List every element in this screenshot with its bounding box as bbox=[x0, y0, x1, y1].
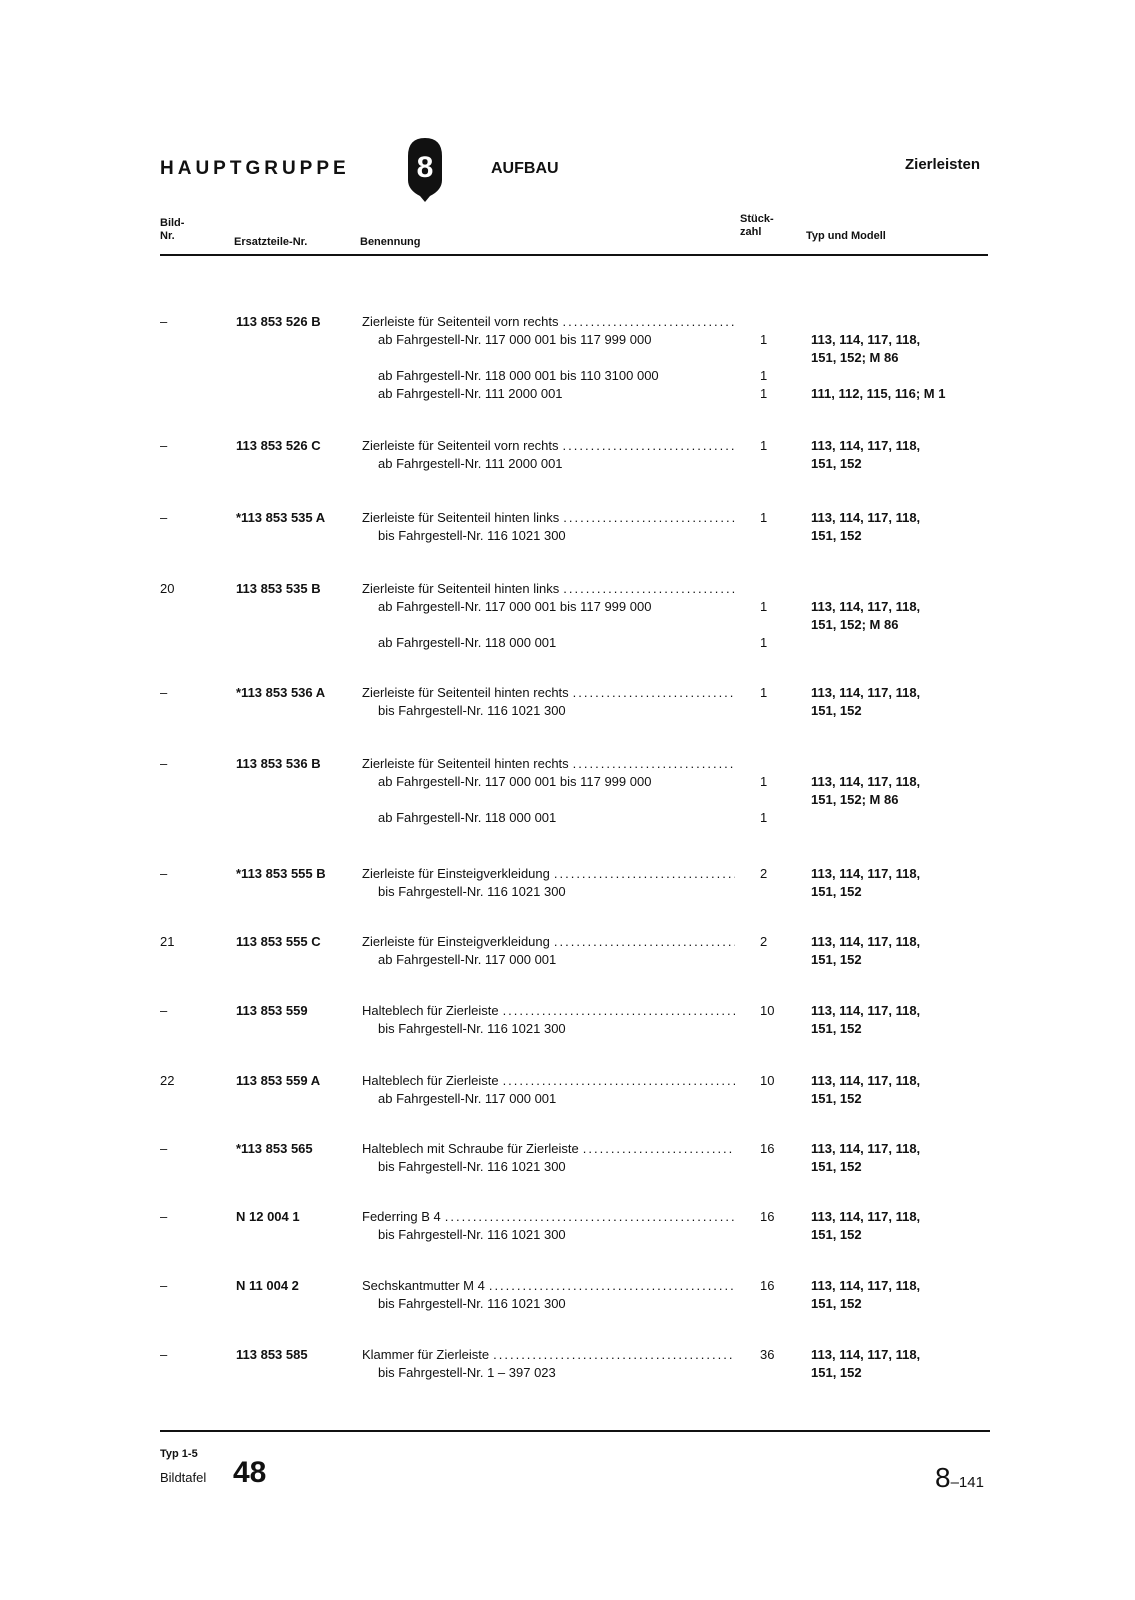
part-name: Klammer für Zierleiste bbox=[362, 1347, 490, 1362]
part-number: 113 853 526 C bbox=[236, 438, 321, 453]
leader-dots bbox=[499, 1072, 735, 1090]
part-name: Zierleiste für Seitenteil hinten rechts bbox=[362, 685, 569, 700]
chassis-range: bis Fahrgestell-Nr. 116 1021 300 bbox=[378, 884, 566, 899]
chassis-range: ab Fahrgestell-Nr. 111 2000 001 bbox=[378, 386, 563, 401]
part-name: Zierleiste für Seitenteil vorn rechts bbox=[362, 314, 559, 329]
type-model: 113, 114, 117, 118, bbox=[811, 934, 921, 949]
col-stueckzahl: Stück- zahl bbox=[740, 213, 774, 238]
quantity: 1 bbox=[760, 635, 768, 650]
page-number-major: 8 bbox=[935, 1462, 951, 1493]
col-benennung: Benennung bbox=[360, 236, 421, 248]
type-model: 113, 114, 117, 118, bbox=[811, 685, 921, 700]
bild-nr: – bbox=[160, 1347, 168, 1362]
part-description bbox=[362, 580, 735, 598]
type-model: 113, 114, 117, 118, bbox=[811, 332, 921, 347]
bild-nr: – bbox=[160, 866, 168, 881]
part-number: *113 853 565 bbox=[236, 1141, 313, 1156]
type-model: 151, 152 bbox=[811, 703, 862, 718]
type-model: 113, 114, 117, 118, bbox=[811, 1141, 921, 1156]
part-description bbox=[362, 1072, 735, 1090]
bild-nr: – bbox=[160, 1003, 168, 1018]
part-name: Zierleiste für Seitenteil hinten rechts bbox=[362, 756, 569, 771]
footer-bildtafel-label: Bildtafel bbox=[160, 1470, 207, 1485]
type-model: 151, 152 bbox=[811, 1159, 862, 1174]
part-name: Halteblech für Zierleiste bbox=[362, 1003, 499, 1018]
part-number: 113 853 526 B bbox=[236, 314, 321, 329]
part-name: Federring B 4 bbox=[362, 1209, 441, 1224]
quantity: 16 bbox=[760, 1278, 775, 1293]
part-name: Sechskantmutter M 4 bbox=[362, 1278, 485, 1293]
page-number-minor: –141 bbox=[950, 1474, 984, 1491]
leader-dots bbox=[485, 1277, 735, 1295]
type-model: 113, 114, 117, 118, bbox=[811, 1347, 921, 1362]
part-description bbox=[362, 865, 735, 883]
quantity: 36 bbox=[760, 1347, 775, 1362]
quantity: 1 bbox=[760, 368, 768, 383]
quantity: 1 bbox=[760, 386, 768, 401]
type-model: 111, 112, 115, 116; M 1 bbox=[811, 386, 946, 401]
group-number-badge bbox=[402, 134, 448, 204]
part-number: 113 853 535 B bbox=[236, 581, 321, 596]
page-number bbox=[935, 1462, 984, 1494]
quantity: 1 bbox=[760, 510, 768, 525]
part-number: 113 853 585 bbox=[236, 1347, 308, 1362]
footer-typ: Typ 1-5 bbox=[160, 1448, 198, 1460]
part-name: Zierleiste für Seitenteil hinten links bbox=[362, 510, 560, 525]
header-rule bbox=[160, 254, 988, 256]
chassis-range: bis Fahrgestell-Nr. 116 1021 300 bbox=[378, 1021, 566, 1036]
chassis-range: ab Fahrgestell-Nr. 117 000 001 bis 117 999 000 bbox=[378, 774, 652, 789]
type-model: 151, 152 bbox=[811, 456, 862, 471]
leader-dots bbox=[550, 865, 735, 883]
type-model: 151, 152 bbox=[811, 1365, 862, 1380]
part-number: N 12 004 1 bbox=[236, 1209, 300, 1224]
col-bild-nr: Bild- Nr. bbox=[160, 217, 185, 242]
part-description bbox=[362, 684, 735, 702]
leader-dots bbox=[559, 437, 735, 455]
part-number: N 11 004 2 bbox=[236, 1278, 299, 1293]
chassis-range: ab Fahrgestell-Nr. 117 000 001 bbox=[378, 1091, 557, 1106]
chassis-range: ab Fahrgestell-Nr. 118 000 001 bbox=[378, 810, 557, 825]
footer-rule bbox=[160, 1430, 990, 1432]
quantity: 10 bbox=[760, 1003, 775, 1018]
type-model: 151, 152 bbox=[811, 1296, 862, 1311]
type-model: 151, 152 bbox=[811, 1091, 862, 1106]
group-number: 8 bbox=[416, 151, 434, 184]
part-number: *113 853 536 A bbox=[236, 685, 326, 700]
part-description bbox=[362, 1002, 735, 1020]
group-heading: HAUPTGRUPPE bbox=[160, 158, 350, 179]
type-model: 113, 114, 117, 118, bbox=[811, 1209, 921, 1224]
quantity: 1 bbox=[760, 810, 768, 825]
part-number: *113 853 535 A bbox=[236, 510, 326, 525]
part-number: *113 853 555 B bbox=[236, 866, 326, 881]
chassis-range: ab Fahrgestell-Nr. 118 000 001 bis 110 3100 000 bbox=[378, 368, 659, 383]
part-name: Halteblech mit Schraube für Zierleiste bbox=[362, 1141, 579, 1156]
type-model: 151, 152; M 86 bbox=[811, 792, 899, 807]
type-model: 151, 152; M 86 bbox=[811, 617, 899, 632]
part-number: 113 853 559 bbox=[236, 1003, 308, 1018]
leader-dots bbox=[499, 1002, 735, 1020]
chassis-range: ab Fahrgestell-Nr. 117 000 001 bis 117 999 000 bbox=[378, 599, 652, 614]
type-model: 113, 114, 117, 118, bbox=[811, 774, 921, 789]
chassis-range: ab Fahrgestell-Nr. 117 000 001 bbox=[378, 952, 557, 967]
type-model: 151, 152 bbox=[811, 1227, 862, 1242]
part-description bbox=[362, 1346, 735, 1364]
leader-dots bbox=[569, 684, 735, 702]
chassis-range: ab Fahrgestell-Nr. 117 000 001 bis 117 999 000 bbox=[378, 332, 652, 347]
type-model: 113, 114, 117, 118, bbox=[811, 1278, 921, 1293]
bild-nr: 21 bbox=[160, 934, 175, 949]
quantity: 16 bbox=[760, 1209, 775, 1224]
chassis-range: bis Fahrgestell-Nr. 116 1021 300 bbox=[378, 1296, 566, 1311]
part-number: 113 853 559 A bbox=[236, 1073, 321, 1088]
bild-nr: 20 bbox=[160, 581, 175, 596]
leader-dots bbox=[550, 933, 735, 951]
quantity: 1 bbox=[760, 332, 768, 347]
type-model: 151, 152; M 86 bbox=[811, 350, 899, 365]
leader-dots bbox=[559, 509, 735, 527]
type-model: 151, 152 bbox=[811, 528, 862, 543]
type-model: 151, 152 bbox=[811, 1021, 862, 1036]
chassis-range: bis Fahrgestell-Nr. 116 1021 300 bbox=[378, 1227, 566, 1242]
type-model: 113, 114, 117, 118, bbox=[811, 599, 921, 614]
leader-dots bbox=[559, 313, 735, 331]
bild-nr: – bbox=[160, 685, 168, 700]
part-description bbox=[362, 755, 735, 773]
type-model: 113, 114, 117, 118, bbox=[811, 1003, 921, 1018]
part-number: 113 853 536 B bbox=[236, 756, 321, 771]
quantity: 2 bbox=[760, 934, 768, 949]
type-model: 113, 114, 117, 118, bbox=[811, 1073, 921, 1088]
quantity: 1 bbox=[760, 599, 768, 614]
bild-nr: – bbox=[160, 438, 168, 453]
part-name: Zierleiste für Einsteigverkleidung bbox=[362, 934, 550, 949]
part-name: Zierleiste für Seitenteil hinten links bbox=[362, 581, 560, 596]
part-name: Zierleiste für Einsteigverkleidung bbox=[362, 866, 550, 881]
chassis-range: bis Fahrgestell-Nr. 116 1021 300 bbox=[378, 1159, 566, 1174]
quantity: 10 bbox=[760, 1073, 775, 1088]
quantity: 1 bbox=[760, 774, 768, 789]
chassis-range: ab Fahrgestell-Nr. 118 000 001 bbox=[378, 635, 557, 650]
part-number: 113 853 555 C bbox=[236, 934, 321, 949]
type-model: 151, 152 bbox=[811, 884, 862, 899]
chassis-range: ab Fahrgestell-Nr. 111 2000 001 bbox=[378, 456, 563, 471]
chassis-range: bis Fahrgestell-Nr. 116 1021 300 bbox=[378, 703, 566, 718]
part-name: Halteblech für Zierleiste bbox=[362, 1073, 499, 1088]
bild-nr: – bbox=[160, 314, 168, 329]
leader-dots bbox=[489, 1346, 735, 1364]
col-ersatzteil: Ersatzteile-Nr. bbox=[234, 236, 308, 248]
type-model: 113, 114, 117, 118, bbox=[811, 510, 921, 525]
footer-bildtafel-number: 48 bbox=[233, 1456, 267, 1489]
bild-nr: – bbox=[160, 756, 168, 771]
leader-dots bbox=[559, 580, 735, 598]
quantity: 2 bbox=[760, 866, 768, 881]
part-description bbox=[362, 1277, 735, 1295]
part-name: Zierleiste für Seitenteil vorn rechts bbox=[362, 438, 559, 453]
type-model: 151, 152 bbox=[811, 952, 862, 967]
chassis-range: bis Fahrgestell-Nr. 1 – 397 023 bbox=[378, 1365, 556, 1380]
part-description bbox=[362, 509, 735, 527]
leader-dots bbox=[441, 1208, 735, 1226]
chassis-range: bis Fahrgestell-Nr. 116 1021 300 bbox=[378, 528, 566, 543]
category-title: Zierleisten bbox=[905, 156, 981, 173]
quantity: 1 bbox=[760, 685, 768, 700]
section-title: AUFBAU bbox=[491, 160, 559, 177]
leader-dots bbox=[579, 1140, 735, 1158]
part-description bbox=[362, 1140, 735, 1158]
bild-nr: – bbox=[160, 1278, 168, 1293]
quantity: 16 bbox=[760, 1141, 775, 1156]
type-model: 113, 114, 117, 118, bbox=[811, 438, 921, 453]
part-description bbox=[362, 313, 735, 331]
part-description bbox=[362, 933, 735, 951]
bild-nr: 22 bbox=[160, 1073, 175, 1088]
bild-nr: – bbox=[160, 1141, 168, 1156]
quantity: 1 bbox=[760, 438, 768, 453]
col-typ-modell: Typ und Modell bbox=[806, 230, 886, 242]
bild-nr: – bbox=[160, 1209, 168, 1224]
part-description bbox=[362, 1208, 735, 1226]
bild-nr: – bbox=[160, 510, 168, 525]
type-model: 113, 114, 117, 118, bbox=[811, 866, 921, 881]
part-description bbox=[362, 437, 735, 455]
leader-dots bbox=[569, 755, 735, 773]
